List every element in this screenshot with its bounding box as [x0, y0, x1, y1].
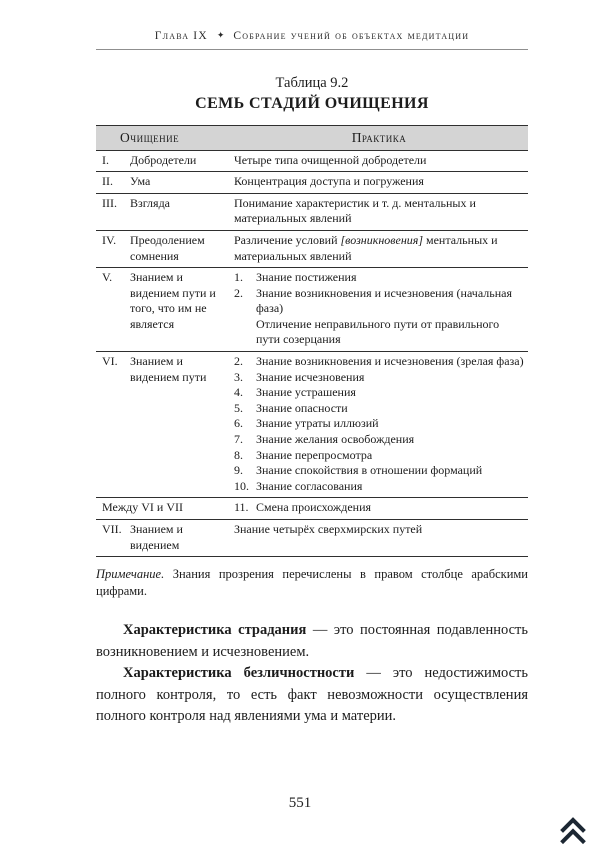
table-note — [96, 566, 528, 599]
practice-item — [234, 317, 524, 348]
practice-item-number: 3. — [234, 369, 243, 384]
chapter-title: Собрание учений об объектах медитации — [233, 30, 470, 42]
practice-item — [234, 448, 524, 464]
scroll-to-top-button[interactable] — [556, 813, 590, 847]
paragraph-lead: Характеристика страдания — [123, 622, 307, 639]
practice-item-text: Знание желания освобождения — [256, 432, 415, 447]
practice-item — [234, 270, 524, 286]
practice-item-number: 8. — [234, 447, 243, 462]
practice-item-number: 7. — [234, 432, 243, 447]
practice-item-text: Знание опасности — [256, 400, 348, 415]
practice-item — [234, 286, 524, 317]
practice-item — [234, 370, 524, 386]
row-practice: Знание четырёх сверхмирских путей — [234, 522, 423, 537]
row-numeral: V. — [96, 268, 126, 352]
row-stage: Знанием и видением пути и того, что им не является — [126, 268, 230, 352]
row-numeral: II. — [96, 172, 126, 194]
row-stage: Добродетели — [130, 152, 197, 167]
column-header-practice: Практика — [230, 126, 528, 151]
table-row — [96, 520, 528, 557]
note-text: Знания прозрения перечислены в правом столбце арабскими цифрами. — [96, 567, 528, 598]
table-header-row — [96, 126, 528, 151]
practice-item-number — [234, 317, 256, 348]
table-row — [96, 172, 528, 194]
body-text — [96, 620, 528, 727]
row-practice: Понимание характеристик и т. д. ментальных и материальных явлений — [234, 195, 476, 226]
practice-item-number: 2. — [234, 285, 243, 300]
practice-item — [234, 432, 524, 448]
row-stage: Знанием и видением — [126, 520, 230, 557]
practice-item-text: Знание исчезновения — [256, 369, 365, 384]
table-title: СЕМЬ СТАДИЙ ОЧИЩЕНИЯ — [195, 95, 429, 112]
practice-item — [234, 416, 524, 432]
table-row — [96, 498, 528, 520]
row-stage: Знанием и видением пути — [126, 352, 230, 498]
practice-item-number: 11. — [234, 500, 249, 515]
practice-item-text: Знание постижения — [256, 270, 357, 285]
table-caption-label: Таблица 9.2 — [275, 75, 349, 91]
row-numeral: I. — [102, 152, 109, 167]
double-chevron-up-icon — [558, 815, 588, 845]
row-span-label: Между VI и VII — [96, 498, 230, 520]
practice-text: Различение условий — [234, 232, 341, 247]
row-numeral: IV. — [96, 230, 126, 267]
row-stage: Взгляда — [126, 193, 230, 230]
practice-item-text: Знание спокойствия в отношении формаций — [256, 463, 483, 478]
row-stage: Преодолением сомнения — [126, 230, 230, 267]
practice-item-text: Знание возникновения и исчезновения (зрелая фаза) — [256, 354, 524, 369]
paragraph-text: — это постоянная подавленность возникновением и исчезновением. — [96, 622, 528, 660]
table-row — [96, 268, 528, 352]
practice-item — [234, 500, 524, 516]
practice-item-number: 10. — [234, 478, 249, 493]
practice-item-text: Знание возникновения и исчезновения (начальная фаза) — [256, 285, 512, 316]
practice-item-number: 9. — [234, 463, 243, 478]
row-practice: Концентрация доступа и погружения — [234, 174, 424, 189]
practice-item-number: 6. — [234, 416, 243, 431]
body-paragraph — [96, 620, 528, 663]
note-lead: Примечание. — [96, 567, 165, 582]
practice-item-text: Смена происхождения — [256, 500, 372, 515]
practice-item-number: 4. — [234, 385, 243, 400]
table-row — [96, 150, 528, 172]
purification-table — [96, 125, 528, 557]
paragraph-text: — это недостижимость полного контроля, то есть факт невозможности осуществления полного контроля над явлениями ума и материи. — [96, 665, 528, 725]
diamond-separator-icon: ✦ — [216, 30, 225, 40]
practice-text-italic: [возникновения] — [340, 232, 424, 247]
row-numeral: III. — [96, 193, 126, 230]
practice-item — [234, 354, 524, 370]
column-header-purification: Очищение — [96, 126, 230, 151]
practice-item — [234, 463, 524, 479]
row-stage: Ума — [126, 172, 230, 194]
running-header — [96, 30, 528, 50]
practice-item — [234, 385, 524, 401]
row-numeral: VI. — [96, 352, 126, 498]
page-number: 551 — [288, 795, 312, 811]
table-row — [96, 230, 528, 267]
row-practice: Четыре типа очищенной добродетели — [234, 152, 427, 167]
row-numeral: VII. — [96, 520, 126, 557]
body-paragraph — [96, 663, 528, 727]
practice-item-number: 2. — [234, 354, 243, 369]
practice-item-text: Знание утраты иллюзий — [256, 416, 379, 431]
practice-item-text: Знание согласования — [256, 478, 363, 493]
practice-item-text: Знание перепросмотра — [256, 447, 373, 462]
practice-item — [234, 479, 524, 495]
paragraph-lead: Характеристика безличностности — [123, 665, 355, 682]
table-row — [96, 352, 528, 498]
row-practice — [234, 233, 524, 264]
practice-item-number: 5. — [234, 400, 243, 415]
practice-item — [234, 401, 524, 417]
practice-item-text: Знание устрашения — [256, 385, 356, 400]
table-row — [96, 193, 528, 230]
practice-text: ментальных и материальных явлений — [234, 232, 498, 263]
chapter-label: Глава IX — [154, 30, 208, 42]
practice-item-number: 1. — [234, 270, 243, 285]
practice-item-text: Отличение неправильного пути от правильного пути созерцания — [256, 316, 500, 347]
